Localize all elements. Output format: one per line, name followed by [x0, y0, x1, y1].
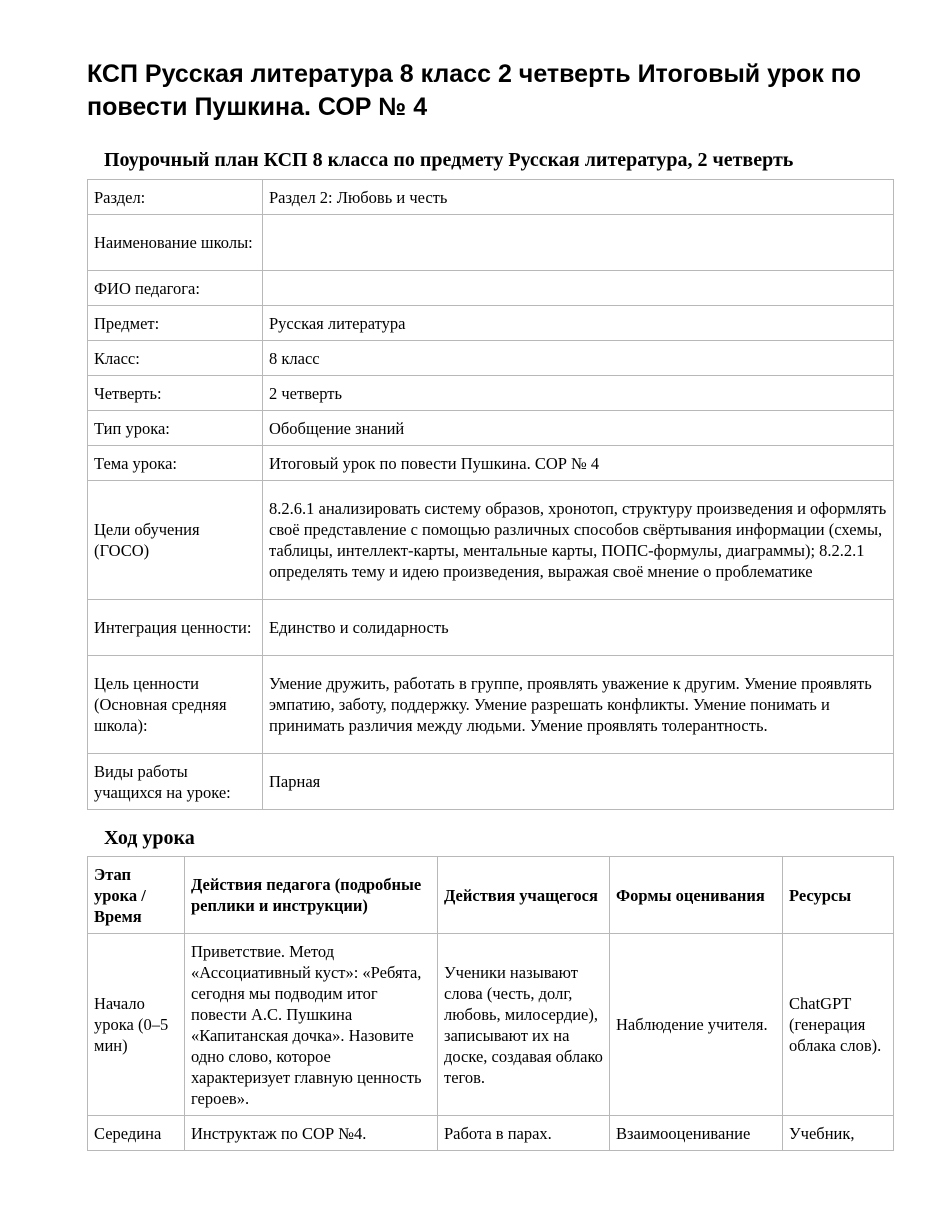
- plan-value: Итоговый урок по повести Пушкина. СОР № 4: [263, 446, 894, 481]
- resources-cell: ChatGPT (генерация облака слов).: [783, 934, 894, 1116]
- header-stage-time: Этап урока / Время: [88, 857, 185, 934]
- lesson-flow-table: [87, 856, 894, 1151]
- lesson-plan-table: [87, 179, 894, 810]
- table-row: [88, 934, 894, 1116]
- header-student-actions: Действия учащегося: [438, 857, 610, 934]
- plan-row-objectives: [88, 481, 894, 600]
- plan-row-subject: [88, 306, 894, 341]
- header-teacher-actions: Действия педагога (подробные реплики и инструкции): [185, 857, 438, 934]
- plan-label: Наименование школы:: [88, 215, 263, 271]
- plan-label: Цели обучения (ГОСО): [88, 481, 263, 600]
- plan-row-work-types: [88, 754, 894, 810]
- plan-label: Тема урока:: [88, 446, 263, 481]
- plan-label: Тип урока:: [88, 411, 263, 446]
- plan-label: Раздел:: [88, 180, 263, 215]
- assessment-cell: Взаимооценивание: [610, 1116, 783, 1151]
- plan-row-value-goal: [88, 656, 894, 754]
- plan-row-topic: [88, 446, 894, 481]
- lesson-flow-header-row: [88, 857, 894, 934]
- plan-value: Единство и солидарность: [263, 600, 894, 656]
- assessment-cell: Наблюдение учителя.: [610, 934, 783, 1116]
- plan-row-school: [88, 215, 894, 271]
- plan-value: 8 класс: [263, 341, 894, 376]
- student-actions-cell: Работа в парах.: [438, 1116, 610, 1151]
- plan-heading: Поурочный план КСП 8 класса по предмету Русская литература, 2 четверть: [104, 149, 794, 171]
- plan-label: Класс:: [88, 341, 263, 376]
- plan-value: Обобщение знаний: [263, 411, 894, 446]
- plan-row-teacher: [88, 271, 894, 306]
- plan-label: ФИО педагога:: [88, 271, 263, 306]
- plan-label: Предмет:: [88, 306, 263, 341]
- plan-value: [263, 271, 894, 306]
- document-title: КСП Русская литература 8 класс 2 четверть Итоговый урок по повести Пушкина. СОР № 4: [87, 60, 862, 121]
- lesson-flow-heading: Ход урока: [104, 827, 195, 849]
- plan-value: 8.2.6.1 анализировать систему образов, хронотоп, структуру произведения и оформлять своё представление с помощью различных способов свёртывания информации (схемы, таблицы, интеллект-карты, ментальные карты, ПОПС-формулы, диаграммы); 8.2.2.1 определять тему и идею произведения, выражая своё мнение о проблематике: [263, 481, 894, 600]
- stage-cell: Середина: [88, 1116, 185, 1151]
- plan-row-values: [88, 600, 894, 656]
- student-actions-cell: Ученики называют слова (честь, долг, любовь, милосердие), записывают их на доске, создавая облако тегов.: [438, 934, 610, 1116]
- plan-row-lesson-type: [88, 411, 894, 446]
- plan-row-grade: [88, 341, 894, 376]
- plan-value: 2 четверть: [263, 376, 894, 411]
- table-row: [88, 1116, 894, 1151]
- plan-label: Цель ценности (Основная средняя школа):: [88, 656, 263, 754]
- plan-row-quarter: [88, 376, 894, 411]
- header-assessment: Формы оценивания: [610, 857, 783, 934]
- plan-value: Русская литература: [263, 306, 894, 341]
- plan-value: Умение дружить, работать в группе, проявлять уважение к другим. Умение проявлять эмпатию, заботу, поддержку. Умение разрешать конфликты. Умение понимать и принимать различия между людьми. Умение проявлять толерантность.: [263, 656, 894, 754]
- header-resources: Ресурсы: [783, 857, 894, 934]
- teacher-actions-cell: Приветствие. Метод «Ассоциативный куст»: «Ребята, сегодня мы подводим итог повести А.С. Пушкина «Капитанская дочка». Назовите одно слово, которое характеризует главную ценность героев».: [185, 934, 438, 1116]
- plan-value: Раздел 2: Любовь и честь: [263, 180, 894, 215]
- plan-label: Виды работы учащихся на уроке:: [88, 754, 263, 810]
- plan-row-section: [88, 180, 894, 215]
- resources-cell: Учебник,: [783, 1116, 894, 1151]
- plan-value: [263, 215, 894, 271]
- plan-label: Четверть:: [88, 376, 263, 411]
- plan-label: Интеграция ценности:: [88, 600, 263, 656]
- stage-cell: Начало урока (0–5 мин): [88, 934, 185, 1116]
- teacher-actions-cell: Инструктаж по СОР №4.: [185, 1116, 438, 1151]
- plan-value: Парная: [263, 754, 894, 810]
